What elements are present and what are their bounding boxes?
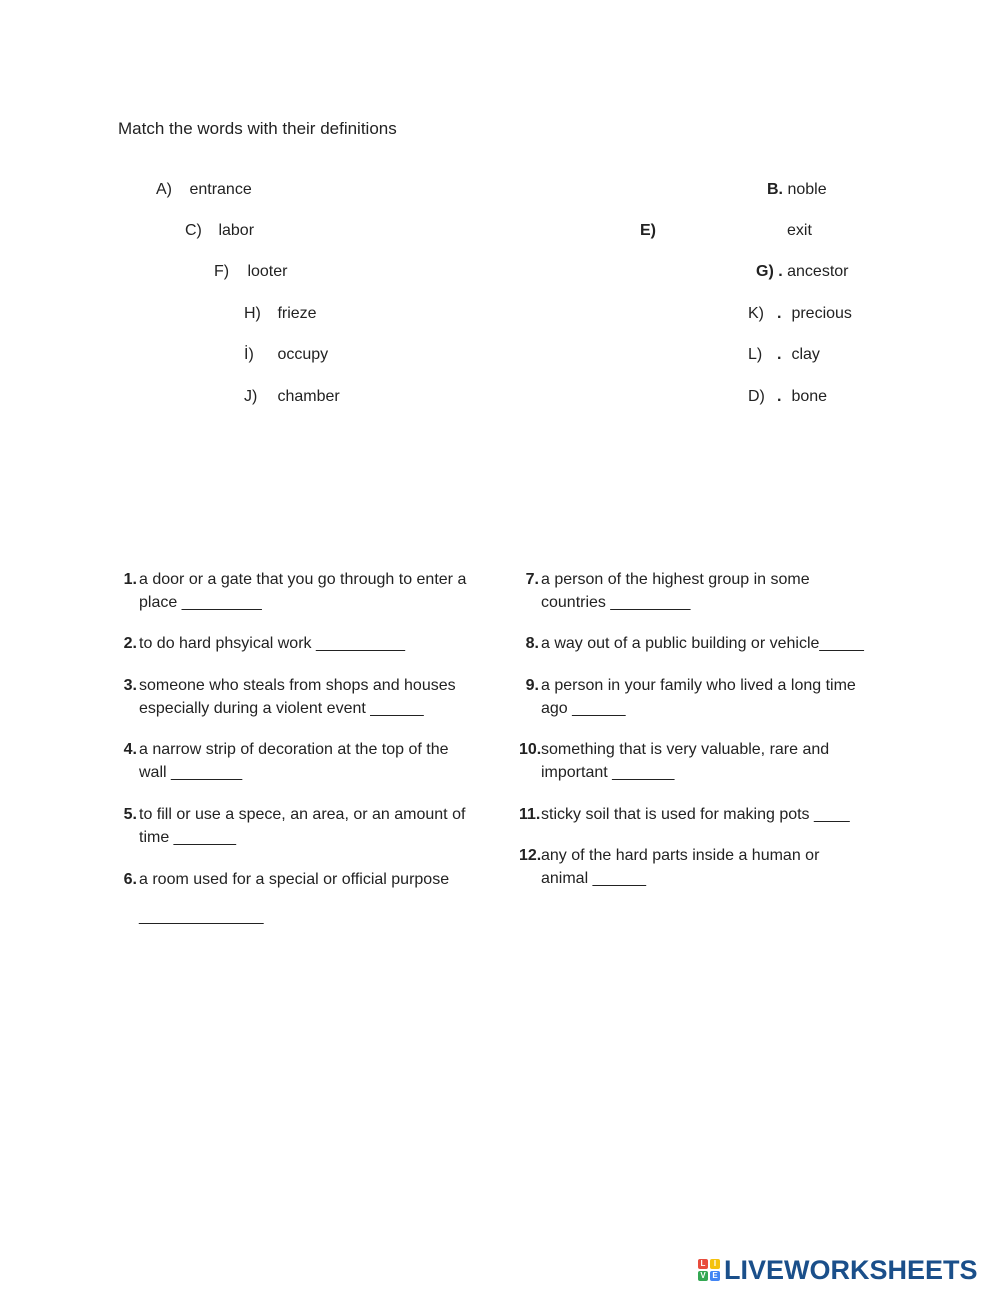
definition-line: time _______ [139,829,236,846]
word-item [214,263,287,281]
definition-line: to do hard phsyical work __________ [139,635,405,652]
definition-number: 5. [123,806,137,823]
word-letter: G) . [756,263,783,280]
definition-number: 7. [525,571,539,588]
definition-line: especially during a violent event ______ [139,700,424,717]
word-text: chamber [277,388,340,405]
definition-line: a person in your family who lived a long time [541,677,856,694]
word-letter: J) [244,388,258,405]
word-text: precious [791,305,852,322]
logo-tile: I [710,1259,720,1269]
word-dot: . [777,305,782,322]
word-text: looter [247,263,288,280]
definition-line: animal ______ [541,870,646,887]
word-item [244,388,340,406]
definition-line: something that is very valuable, rare and [541,741,830,758]
word-letter: D) [748,388,765,405]
definition-line: a way out of a public building or vehicle_____ [541,635,864,652]
definition-line: ago ______ [541,700,626,717]
definition-line: countries _________ [541,594,691,611]
definition-line: any of the hard parts inside a human or [541,847,820,864]
liveworksheets-logo[interactable] [698,1255,978,1285]
word-letter: L) [748,346,763,363]
definition-number: 8. [525,635,539,652]
definition-line: sticky soil that is used for making pots ____ [541,806,850,823]
definition-line: a room used for a special or official purpose [139,871,450,888]
definition-number: 6. [123,871,137,888]
definition-line: a person of the highest group in some [541,571,810,588]
word-letter: K) [748,305,764,322]
word-item [748,388,827,406]
definition-line: a door or a gate that you go through to enter a [139,571,467,588]
logo-tile: L [698,1259,708,1269]
word-text: noble [787,181,827,198]
definition-number: 4. [123,741,137,758]
word-dot: . [777,346,782,363]
word-item [244,305,317,323]
word-text: exit [787,222,812,239]
word-item [756,263,849,281]
word-item [767,181,827,199]
logo-tile: V [698,1271,708,1281]
word-item [748,346,820,364]
definition-line: a narrow strip of decoration at the top of the [139,741,449,758]
definition-line: place _________ [139,594,262,611]
word-text: labor [218,222,255,239]
logo-tiles-icon [698,1259,720,1281]
definition-number: 2. [123,635,137,652]
word-text: ancestor [787,263,849,280]
word-text: frieze [277,305,317,322]
word-letter: F) [214,263,230,280]
word-letter: E) [640,222,656,239]
definition-line: to fill or use a spece, an area, or an amount of [139,806,466,823]
word-item [185,222,254,240]
answer-blank[interactable]: ______________ [139,908,264,925]
logo-tile: E [710,1271,720,1281]
definition-number: 3. [123,677,137,694]
word-text: occupy [277,346,329,363]
word-item [156,181,252,199]
word-letter: İ) [244,346,254,363]
word-letter: A) [156,181,172,198]
definition-number: 12. [519,847,542,864]
page-title: Match the words with their definitions [118,119,397,138]
word-item [748,305,852,323]
word-item [244,346,328,364]
definition-number: 11. [519,806,541,823]
word-text: clay [791,346,820,363]
definition-line: wall ________ [139,764,243,781]
definition-number: 10. [519,741,542,758]
word-letter: B. [767,181,783,198]
definition-number: 9. [525,677,539,694]
definition-number: 1. [123,571,137,588]
word-letter: H) [244,305,261,322]
word-text: bone [791,388,828,405]
word-letter: C) [185,222,202,239]
definition-line: someone who steals from shops and houses [139,677,456,694]
logo-text: LIVEWORKSHEETS [724,1254,978,1285]
word-text: entrance [189,181,252,198]
word-dot: . [777,388,782,405]
definition-line: important _______ [541,764,675,781]
